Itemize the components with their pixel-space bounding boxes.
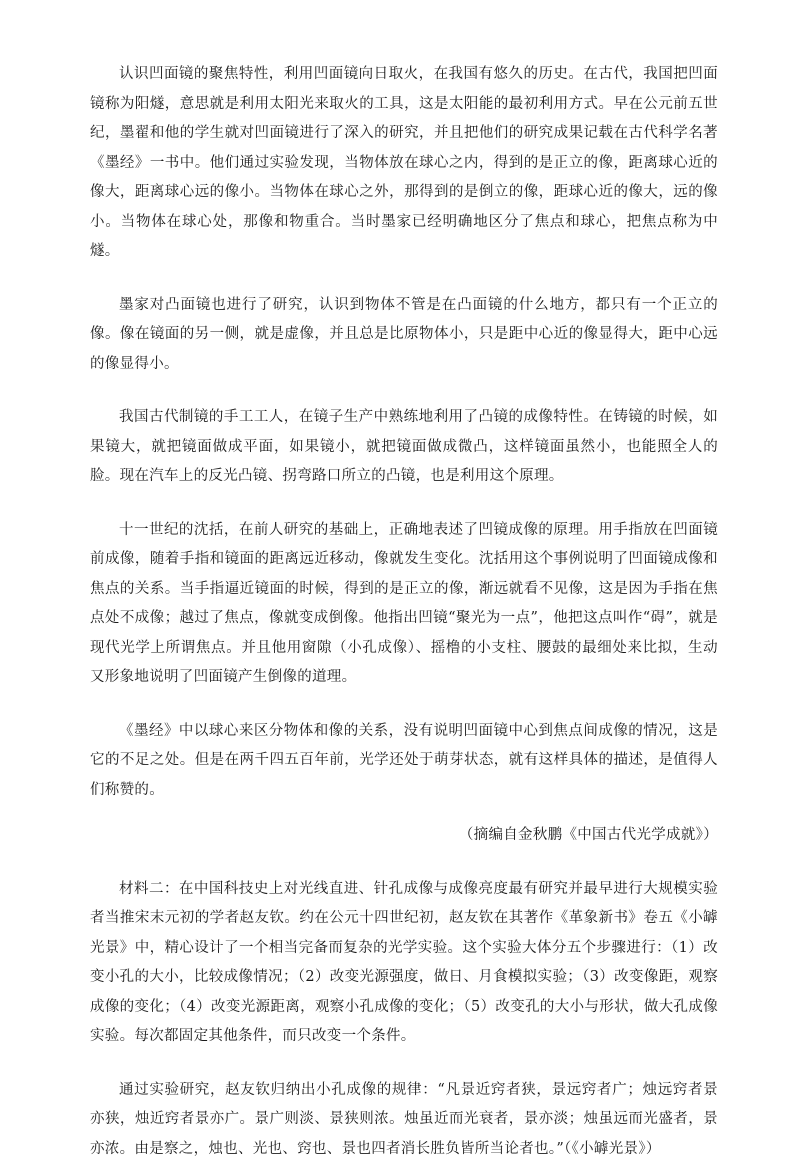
paragraph-material-two: 材料二：在中国科技史上对光线直进、针孔成像与成像亮度最有研究并最早进行大规模实验者当推宋末元初的学者赵友钦。约在公元十四世纪初，赵友钦在其著作《革象新书》卷五《小罅光景》中，精心设计了一个相当完备而复杂的光学实验。这个实验大体分五个步骤进行：（1）改变小孔的大小，比较成像情况；（2）改变光源强度，做日、月食模拟实验；（3）改变像距，观察成像的变化；（4）改变光源距离，观察小孔成像的变化；（5）改变孔的大小与形状，做大孔成像实验。每次都固定其他条件，而只改变一个条件。 [90,875,718,1052]
paragraph-pinhole-rules: 通过实验研究，赵友钦归纳出小孔成像的规律：“凡景近窍者狭，景远窍者广；烛远窍者景亦狭，烛近窍者景亦广。景广则淡、景狭则浓。烛虽近而光衰者，景亦淡；烛虽远而光盛者，景亦浓。由是察之，烛也、光也、窍也、景也四者消长胜负皆所当论者也。”（《小罅光景》） [90,1076,718,1164]
paragraph-mojing-evaluation: 《墨经》中以球心来区分物体和像的关系，没有说明凹面镜中心到焦点间成像的情况，这是它的不足之处。但是在两千四五百年前，光学还处于萌芽状态，就有这样具体的描述，是值得人们称赞的。 [90,717,718,806]
paragraph-mirror-making: 我国古代制镜的手工工人，在镜子生产中熟练地利用了凸镜的成像特性。在铸镜的时候，如果镜大，就把镜面做成平面，如果镜小，就把镜面做成微凸，这样镜面虽然小，也能照全人的脸。现在汽车上的反光凸镜、拐弯路口所立的凸镜，也是利用这个原理。 [90,403,718,492]
paragraph-concave-mirror-history: 认识凹面镜的聚焦特性，利用凹面镜向日取火，在我国有悠久的历史。在古代，我国把凹面镜称为阳燧，意思就是利用太阳光来取火的工具，这是太阳能的最初利用方式。早在公元前五世纪，墨翟和他的学生就对凹面镜进行了深入的研究，并且把他们的研究成果记载在古代科学名著《墨经》一书中。他们通过实验发现，当物体放在球心之内，得到的是正立的像，距离球心近的像大，距离球心远的像小。当物体在球心之外，那得到的是倒立的像，距球心近的像大，远的像小。当物体在球心处，那像和物重合。当时墨家已经明确地区分了焦点和球心，把焦点称为中燧。 [90,60,718,267]
paragraph-convex-mirror: 墨家对凸面镜也进行了研究，认识到物体不管是在凸面镜的什么地方，都只有一个正立的像。像在镜面的另一侧，就是虚像，并且总是比原物体小，只是距中心近的像显得大，距中心远的像显得小。 [90,291,718,380]
source-citation: （摘编自金秋鹏《中国古代光学成就》） [90,821,718,851]
paragraph-shen-kuo: 十一世纪的沈括，在前人研究的基础上，正确地表述了凹镜成像的原理。用手指放在凹面镜前成像，随着手指和镜面的距离远近移动，像就发生变化。沈括用这个事例说明了凹面镜成像和焦点的关系。当手指逼近镜面的时候，得到的是正立的像，渐远就看不见像，这是因为手指在焦点处不成像；越过了焦点，像就变成倒像。他指出凹镜“聚光为一点”，他把这点叫作“碍”，就是现代光学上所谓焦点。并且他用窗隙（小孔成像）、摇橹的小支柱、腰鼓的最细处来比拟，生动又形象地说明了凹面镜产生倒像的道理。 [90,516,718,693]
document-page [90,60,718,1164]
